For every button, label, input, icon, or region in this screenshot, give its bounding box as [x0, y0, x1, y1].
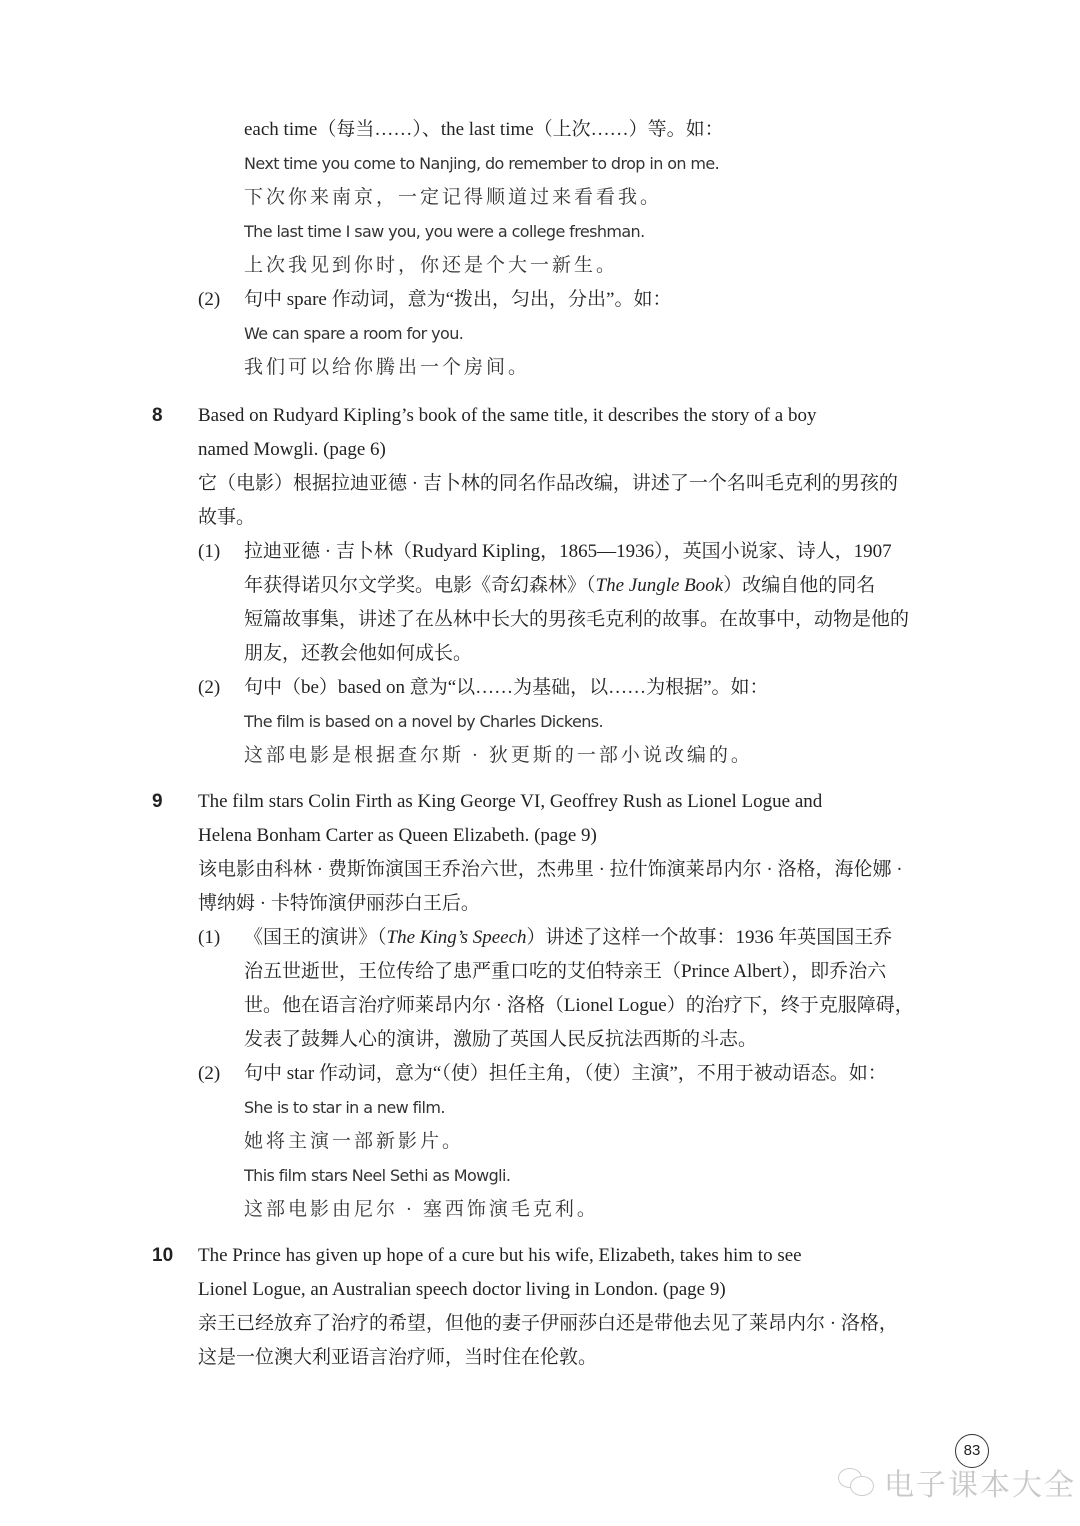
text-segment: 亲王已经放弃了治疗的希望，但他的妻子伊丽莎白还是带他去见了莱昂内尔 · 洛格，: [198, 1313, 898, 1334]
text-line: [198, 1273, 912, 1307]
sub-note: [198, 1057, 912, 1227]
text-segment: The Prince has given up hope of a cure but his wife, Elizabeth, takes him to see: [198, 1245, 802, 1266]
text-line: [244, 603, 912, 637]
note-body: [152, 399, 912, 773]
title-italic: The Jungle Book: [595, 575, 724, 596]
text-line: [244, 637, 912, 671]
text-line: [198, 819, 912, 853]
sub-note: [198, 921, 912, 1057]
text-segment: 发表了鼓舞人心的演讲，激励了英国人民反抗法西斯的斗志。: [244, 1029, 758, 1050]
sub-note-label: (1): [198, 541, 221, 562]
note-body: [152, 785, 912, 1227]
example-english: [244, 1159, 912, 1193]
text-line: [198, 1239, 912, 1273]
note-item-8: [152, 399, 912, 773]
note-number: 8: [152, 405, 163, 426]
text-line: [244, 1023, 912, 1057]
text-segment: The last time I saw you, you were a college freshman.: [244, 222, 645, 241]
example-english: [244, 317, 912, 351]
text-segment: 上次我见到你时，你还是个大一新生。: [244, 255, 619, 276]
text-line: [244, 569, 912, 603]
note-number: 9: [152, 791, 163, 812]
text-line: [244, 671, 912, 705]
example-chinese: [244, 1125, 912, 1159]
note-number: 10: [152, 1245, 174, 1266]
text-segment: ）改编自他的同名: [723, 575, 876, 596]
text-segment: 句中 spare 作动词，意为“拨出，匀出，分出”。如：: [244, 289, 672, 310]
example-chinese: [244, 739, 912, 773]
page-number: 83: [955, 1434, 989, 1468]
text-line: [244, 955, 912, 989]
sub-note: [198, 283, 912, 385]
sub-note-label: (2): [198, 677, 221, 698]
text-segment: ）讲述了这样一个故事：1936 年英国国王乔: [526, 927, 893, 948]
text-segment: 《国王的演讲》（: [244, 927, 387, 948]
example-english: [244, 215, 912, 249]
text-line: [244, 283, 912, 317]
text-line: [198, 1307, 912, 1341]
text-segment: 我们可以给你腾出一个房间。: [244, 357, 531, 378]
example-chinese: [244, 351, 912, 385]
text-segment: 这是一位澳大利亚语言治疗师，当时住在伦敦。: [198, 1347, 598, 1368]
text-segment: 它（电影）根据拉迪亚德 · 吉卜林的同名作品改编，讲述了一个名叫毛克利的男孩的: [198, 473, 898, 494]
text-segment: The film is based on a novel by Charles Dickens.: [244, 712, 603, 731]
text-line: [244, 921, 912, 955]
text-segment: 这部电影由尼尔 · 塞西饰演毛克利。: [244, 1199, 599, 1220]
text-line: [244, 1057, 912, 1091]
text-segment: Next time you come to Nanjing, do remember to drop in on me.: [244, 154, 720, 173]
example-english: [244, 1091, 912, 1125]
note-body: [152, 113, 912, 385]
example-english: [244, 705, 912, 739]
note-body: [152, 1239, 912, 1375]
text-segment: each time（每当……）、the last time（上次……）等。如：: [244, 119, 724, 140]
text-segment: 朋友，还教会他如何成长。: [244, 643, 473, 664]
text-segment: 她将主演一部新影片。: [244, 1131, 465, 1152]
text-segment: This film stars Neel Sethi as Mowgli.: [244, 1166, 511, 1185]
text-segment: 拉迪亚德 · 吉卜林（Rudyard Kipling，1865—1936），英国小说家、诗人，1907: [244, 541, 892, 562]
text-segment: Lionel Logue, an Australian speech doctor living in London. (page 9): [198, 1279, 726, 1300]
example-chinese: [244, 249, 912, 283]
text-line: [244, 113, 912, 147]
text-segment: The film stars Colin Firth as King George VI, Geoffrey Rush as Lionel Logue and: [198, 791, 823, 812]
sub-note: [198, 535, 912, 671]
text-segment: 年获得诺贝尔文学奖。电影《奇幻森林》（: [244, 575, 596, 596]
text-line: [198, 785, 912, 819]
text-segment: Helena Bonham Carter as Queen Elizabeth. (page 9): [198, 825, 597, 846]
text-line: [244, 989, 912, 1023]
example-chinese: [244, 181, 912, 215]
watermark-text: 电子课本大全: [884, 1468, 1076, 1503]
text-segment: named Mowgli. (page 6): [198, 439, 386, 460]
text-segment: 故事。: [198, 507, 256, 528]
text-segment: Based on Rudyard Kipling’s book of the same title, it describes the story of a boy: [198, 405, 817, 426]
text-segment: 句中（be）based on 意为“以……为基础，以……为根据”。如：: [244, 677, 769, 698]
note-item-10: [152, 1239, 912, 1375]
text-line: [198, 467, 912, 501]
text-segment: 这部电影是根据查尔斯 · 狄更斯的一部小说改编的。: [244, 745, 753, 766]
example-chinese: [244, 1193, 912, 1227]
text-line: [198, 433, 912, 467]
text-segment: 该电影由科林 · 费斯饰演国王乔治六世，杰弗里 · 拉什饰演莱昂内尔 · 洛格，海伦娜 ·: [198, 859, 903, 880]
sub-note: [198, 113, 912, 283]
note-item-continued: [152, 113, 912, 385]
text-segment: 博纳姆 · 卡特饰演伊丽莎白王后。: [198, 893, 480, 914]
note-item-9: [152, 785, 912, 1227]
text-segment: 下次你来南京，一定记得顺道过来看看我。: [244, 187, 663, 208]
watermark: [836, 1460, 1076, 1504]
title-italic: The King’s Speech: [386, 927, 527, 948]
text-line: [198, 887, 912, 921]
sub-note-label: (2): [198, 1063, 221, 1084]
example-english: [244, 147, 912, 181]
text-segment: 治五世逝世，王位传给了患严重口吃的艾伯特亲王（Prince Albert），即乔治六: [244, 961, 887, 982]
text-line: [198, 1341, 912, 1375]
text-segment: 短篇故事集，讲述了在丛林中长大的男孩毛克利的故事。在故事中，动物是他的: [244, 609, 910, 630]
text-line: [198, 501, 912, 535]
text-segment: 句中 star 作动词，意为“（使）担任主角，（使）主演”，不用于被动语态。如：: [244, 1063, 887, 1084]
text-segment: 世。他在语言治疗师莱昂内尔 · 洛格（Lionel Logue）的治疗下，终于克服障碍，: [244, 995, 914, 1016]
text-segment: She is to star in a new film.: [244, 1098, 445, 1117]
text-line: [244, 535, 912, 569]
text-line: [198, 853, 912, 887]
text-segment: We can spare a room for you.: [244, 324, 464, 343]
sub-note-label: (1): [198, 927, 221, 948]
text-line: [198, 399, 912, 433]
wechat-icon: [836, 1466, 876, 1498]
sub-note-label: (2): [198, 289, 221, 310]
sub-note: [198, 671, 912, 773]
